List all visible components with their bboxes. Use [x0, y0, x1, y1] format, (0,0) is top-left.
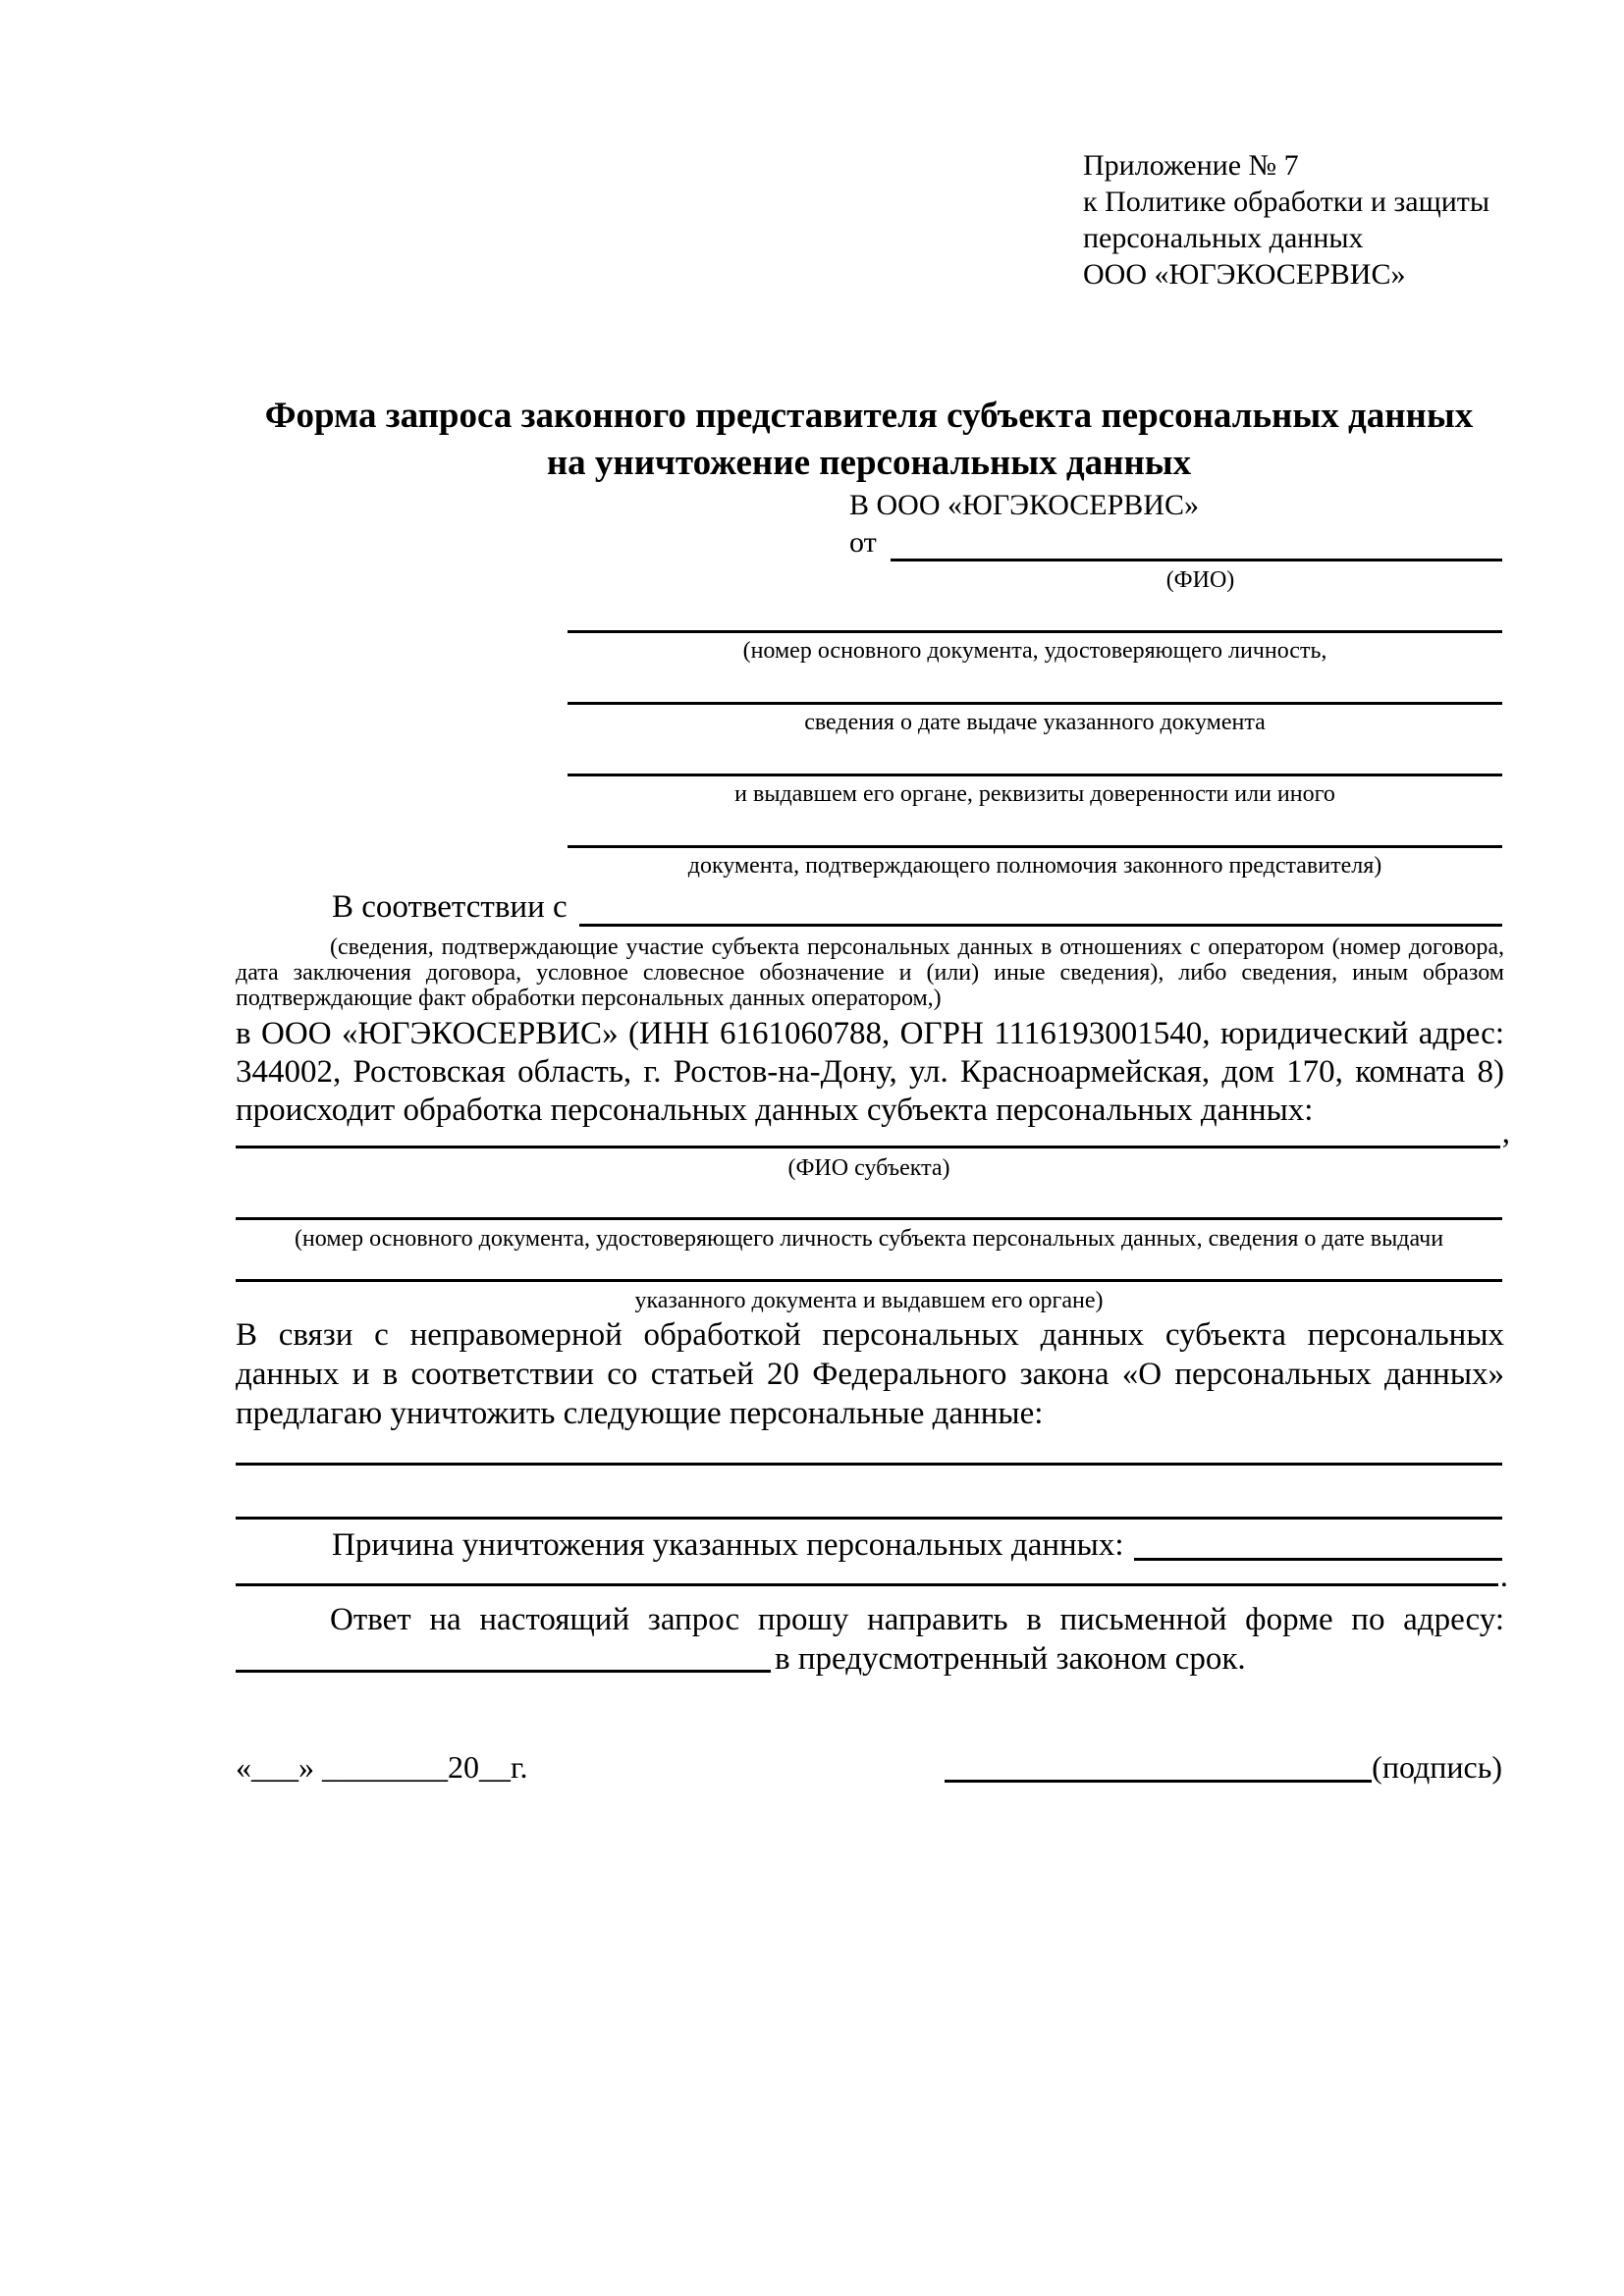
- operator-paragraph: в ООО «ЮГЭКОСЕРВИС» (ИНН 6161060788, ОГРН 1116193001540, юридический адрес: 344002, Ростовская область, г. Ростов-на-Дону, ул. Красноармейская, дом 170, комната 8) происходит обработка персональных данных субъекта персональных данных:: [236, 1016, 1504, 1128]
- accordance-caption: (сведения, подтверждающие участие субъекта персональных данных в отношениях с оператором (номер договора, дата заключения договора, условное словесное обозначение и (или) иные сведения), либо сведения, иным образом подтверждающие факт обработки персональных данных оператором,): [236, 934, 1504, 1011]
- appendix-line-4: ООО «ЮГЭКОСЕРВИС»: [1083, 258, 1406, 291]
- appendix-line-2: к Политике обработки и защиты: [1083, 186, 1490, 218]
- subject-doc-caption-1: (номер основного документа, удостоверяющего личность субъекта персональных данных, сведения о дате выдачи: [294, 1226, 1444, 1252]
- appendix-line-3: персональных данных: [1083, 222, 1364, 254]
- appendix-line-1: Приложение № 7: [1083, 149, 1299, 182]
- representative-fio-caption: (ФИО): [1165, 567, 1235, 593]
- form-title-line-1: Форма запроса законного представителя субъекта персональных данных: [264, 396, 1474, 436]
- response-address-blank-line: [236, 1641, 771, 1673]
- accordance-blank-line: [579, 889, 1502, 927]
- subject-fio-row: [236, 1115, 1510, 1148]
- date-blank: «___» ________20__г.: [236, 1749, 528, 1785]
- representative-doc-blank-line-2: [568, 702, 1502, 705]
- representative-doc-blank-line-4: [568, 845, 1502, 848]
- reason-continuation-row: [236, 1559, 1508, 1594]
- signature-row: [945, 1749, 1502, 1787]
- representative-doc-caption-3: и выдавшем его органе, реквизиты доверенности или иного: [734, 781, 1335, 807]
- response-request-line: Ответ на настоящий запрос прошу направить в письменной форме по адресу:: [330, 1602, 1504, 1637]
- representative-doc-caption-1: (номер основного документа, удостоверяющего личность,: [742, 638, 1327, 664]
- form-title: [236, 393, 1502, 487]
- form-title-line-2: на уничтожение персональных данных: [546, 443, 1192, 483]
- signature-caption: (подпись): [1372, 1749, 1502, 1785]
- representative-doc-caption-2: сведения о дате выдаче указанного документа: [804, 710, 1266, 735]
- accordance-lead: В соответствии с: [332, 889, 568, 925]
- from-label: от: [849, 526, 877, 559]
- from-row: [849, 526, 1502, 561]
- response-address-row: [236, 1641, 1276, 1677]
- subject-doc-caption-2: указанного документа и выдавшем его органе): [634, 1288, 1104, 1313]
- period-after-blank: .: [1499, 1559, 1508, 1594]
- representative-doc-blank-line-1: [568, 630, 1502, 633]
- reason-row: [332, 1527, 1502, 1561]
- signature-blank-line: [945, 1749, 1372, 1783]
- data-to-destroy-blank-line-1: [236, 1463, 1502, 1466]
- data-to-destroy-blank-line-2: [236, 1517, 1502, 1520]
- reason-blank-line: [1134, 1527, 1502, 1561]
- subject-fio-blank-line: [236, 1115, 1500, 1148]
- accordance-row: [332, 889, 1502, 927]
- deadline-text: в предусмотренный законом срок.: [775, 1641, 1246, 1677]
- comma-after-blank: ,: [1501, 1115, 1510, 1150]
- representative-doc-blank-line-3: [568, 774, 1502, 776]
- subject-doc-blank-line-1: [236, 1217, 1502, 1220]
- subject-doc-blank-line-2: [236, 1279, 1502, 1282]
- subject-fio-caption: (ФИО субъекта): [787, 1155, 950, 1181]
- appendix-header: [1083, 147, 1489, 293]
- unlawful-processing-paragraph: В связи с неправомерной обработкой персональных данных субъекта персональных данных и в соответствии со статьей 20 Федерального закона «О персональных данных» предлагаю уничтожить следующие персональные данные:: [236, 1317, 1504, 1431]
- reason-label: Причина уничтожения указанных персональных данных:: [332, 1527, 1124, 1563]
- representative-name-blank-line: [891, 526, 1502, 561]
- reason-blank-line-2: [236, 1559, 1498, 1586]
- representative-doc-caption-4: документа, подтверждающего полномочия законного представителя): [687, 853, 1382, 879]
- addressee-org: В ООО «ЮГЭКОСЕРВИС»: [849, 489, 1199, 521]
